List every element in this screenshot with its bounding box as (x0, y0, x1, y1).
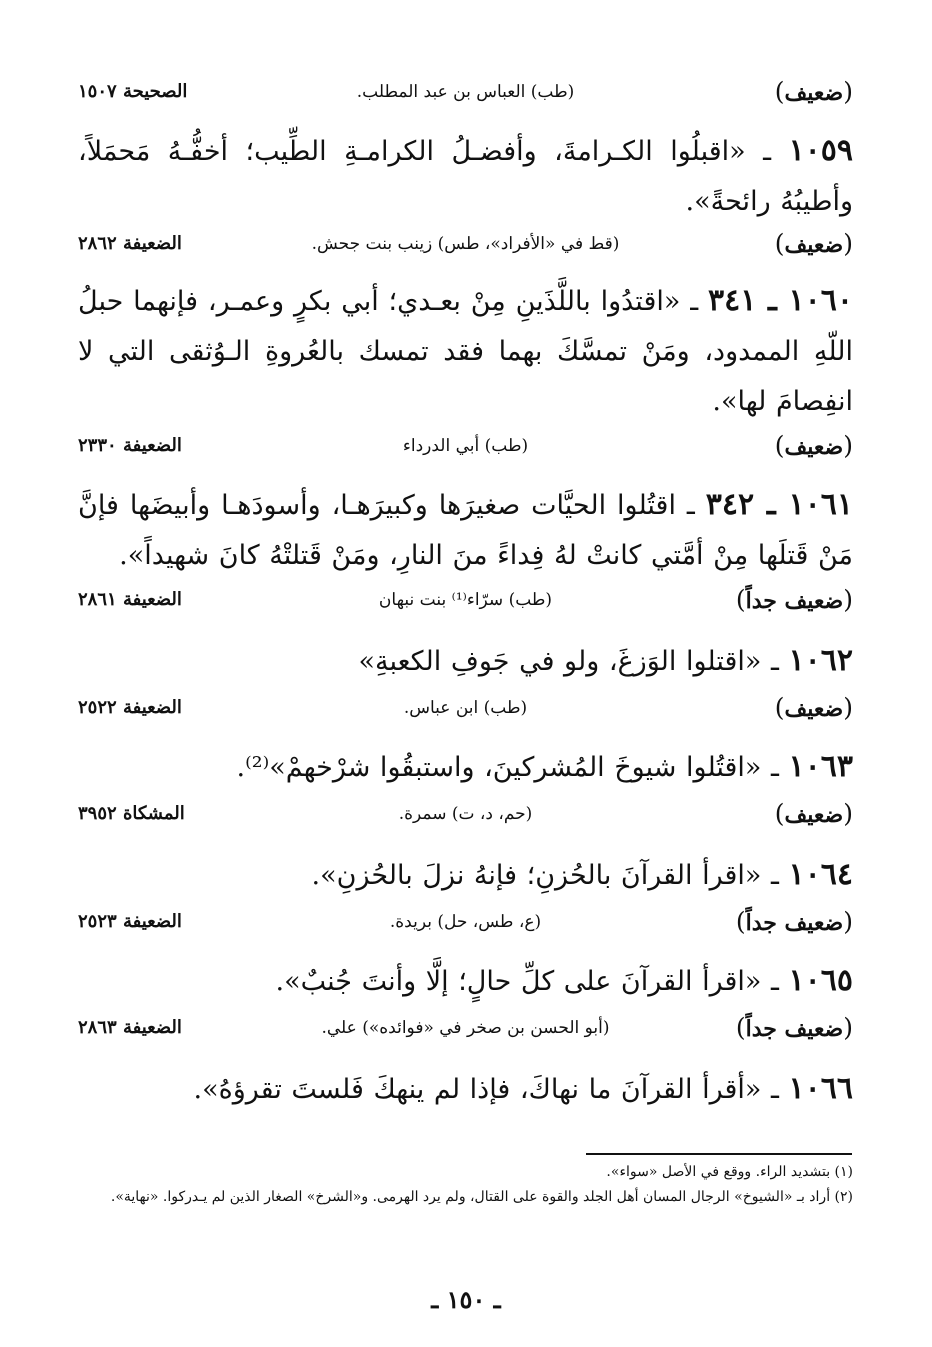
hadith-grading-row (78, 692, 853, 724)
hadith-text: ١٠٦٤ ـ «اقرأ القرآنَ بالحُزنِ؛ فإنهُ نزلَ بالحُزنِ». (311, 857, 853, 892)
grade-label: (ضعيف جداً) (735, 907, 853, 936)
grade-label: (ضعيف) (774, 799, 853, 828)
hadith-grading-row (78, 584, 853, 616)
hadith-grading-row (78, 906, 853, 938)
hadith-grading-row (78, 430, 853, 462)
hadith-text: ١٠٦٢ ـ «اقتلوا الوَزغَ، ولو في جَوفِ الكعبةِ» (358, 643, 853, 678)
hadith-text: ١٠٦٠ ـ ٣٤١ ـ «اقتدُوا باللَّذَينِ مِنْ بعـدي؛ أبي بكرٍ وعمـر، فإنهما حبلُ اللّهِ الممدود، ومَنْ تمسَّكَ بهما فقد تمسك بالعُروةِ الـوُثقى التي لا انفِصامَ لها». (78, 283, 853, 417)
grade-label: (ضعيف جداً) (735, 1013, 853, 1042)
source-citation: (طب) العباس بن عبد المطلب. (356, 82, 575, 102)
grade-label: (ضعيف) (774, 77, 853, 106)
hadith-number: ١٠٥٩ (788, 133, 854, 168)
hadith-text: ١٠٦٥ ـ «اقرأ القرآنَ على كلِّ حالٍ؛ إلَّا وأنتَ جُنبٌ». (275, 963, 853, 998)
hadith-body: «اقرأ القرآنَ بالحُزنِ؛ فإنهُ نزلَ بالحُزنِ». (311, 860, 762, 891)
grade-label: (ضعيف) (774, 693, 853, 722)
hadith-body: «اقبلُوا الكـرامةَ، وأفضـلُ الكرامـةِ الطِّيب؛ أخفُّـهُ مَحمَلاً، وأطيبُهُ رائحةً». (78, 136, 853, 217)
hadith-body: اقتُلوا الحيَّات صغيرَها وكبيرَهـا، وأسودَهـا وأبيضَها فإنَّ مَنْ قَتلَها مِنْ أمَّتي كانتْ لهُ فِداءً منَ النارِ، ومَنْ قَتلتْهُ كانَ شهيداً». (78, 490, 853, 571)
reference-label: الضعيفة ٢٨٦١ (78, 589, 182, 610)
hadith-body: «اقرأ القرآنَ على كلِّ حالٍ؛ إلَّا وأنتَ جُنبٌ». (275, 966, 762, 997)
footnote: (١) بتشديد الراء. ووقع في الأصل «سواء». (606, 1164, 853, 1180)
reference-label: الضعيفة ٢٨٦٢ (78, 233, 182, 254)
grade-label: (ضعيف) (774, 229, 853, 258)
hadith-number: ١٠٦٤ (788, 857, 853, 892)
source-citation: (طب) أبي الدرداء (402, 436, 529, 456)
hadith-number: ١٠٦٣ (788, 749, 853, 784)
hadith-body: «اقتُلوا شيوخَ المُشركينَ، واستبقُوا شرْخهمْ»⁽²⁾. (236, 752, 762, 783)
source-citation: (حم، د، ت) سمرة. (398, 804, 533, 824)
grade-label: (ضعيف جداً) (735, 585, 853, 614)
hadith-number: ١٠٦١ ـ ٣٤٢ (705, 487, 853, 522)
hadith-number: ١٠٦٢ (788, 643, 853, 678)
source-citation: (طب) ابن عباس. (403, 698, 528, 718)
reference-label: الضعيفة ٢٥٢٢ (78, 697, 182, 718)
hadith-grading-row (78, 76, 853, 108)
source-citation: (قط في «الأفراد»، طس) زينب بنت جحش. (311, 234, 620, 254)
reference-label: المشكاة ٣٩٥٢ (78, 803, 185, 824)
hadith-body: «أقرأ القرآنَ ما نهاكَ، فإذا لم ينهكَ فَلستَ تقرؤهُ». (193, 1074, 762, 1105)
hadith-number: ١٠٦٦ (788, 1071, 853, 1106)
hadith-body: «اقتدُوا باللَّذَينِ مِنْ بعـدي؛ أبي بكرٍ وعمـر، فإنهما حبلُ اللّهِ الممدود، ومَنْ تمسَّكَ بهما فقد تمسك بالعُروةِ الـوُثقى التي لا انفِصامَ لها». (78, 286, 853, 417)
source-citation: (طب) سرّاء⁽¹⁾ بنت نبهان (378, 590, 553, 610)
hadith-grading-row (78, 798, 853, 830)
hadith-text: ١٠٥٩ ـ «اقبلُوا الكـرامةَ، وأفضـلُ الكرامـةِ الطِّيب؛ أخفُّـهُ مَحمَلاً، وأطيبُهُ رائحةً». (78, 133, 854, 217)
footnotes (78, 1160, 853, 1210)
reference-label: الصحيحة ١٥٠٧ (78, 81, 188, 102)
reference-label: الضعيفة ٢٥٢٣ (78, 911, 182, 932)
source-citation: (أبو الحسن بن صخر في «فوائده») علي. (321, 1018, 610, 1038)
hadith-number: ١٠٦٠ ـ ٣٤١ (707, 283, 853, 318)
hadith-number: ١٠٦٥ (788, 963, 853, 998)
hadith-text: ١٠٦١ ـ ٣٤٢ ـ اقتُلوا الحيَّات صغيرَها وكبيرَهـا، وأسودَهـا وأبيضَها فإنَّ مَنْ قَتلَها مِنْ أمَّتي كانتْ لهُ فِداءً منَ النارِ، ومَنْ قَتلتْهُ كانَ شهيداً». (78, 487, 853, 571)
grade-label: (ضعيف) (774, 431, 853, 460)
hadith-text: ١٠٦٣ ـ «اقتُلوا شيوخَ المُشركينَ، واستبقُوا شرْخهمْ»⁽²⁾. (236, 749, 853, 784)
reference-label: الضعيفة ٢٨٦٣ (78, 1017, 182, 1038)
hadith-body: «اقتلوا الوَزغَ، ولو في جَوفِ الكعبةِ» (358, 646, 762, 677)
footnote-separator (586, 1153, 852, 1155)
footnote: (٢) أراد بـ «الشيوخ» الرجال المسان أهل الجلد والقوة على القتال، ولم يرد الهرمى. و«الشرخ» الصغار الذين لم يـدركوا. «نهاية». (110, 1189, 853, 1205)
hadith-grading-row (78, 228, 853, 260)
hadith-grading-row (78, 1012, 853, 1044)
reference-label: الضعيفة ٢٣٣٠ (78, 435, 182, 456)
source-citation: (ع، طس، حل) بريدة. (389, 912, 542, 932)
hadith-text: ١٠٦٦ ـ «أقرأ القرآنَ ما نهاكَ، فإذا لم ينهكَ فَلستَ تقرؤهُ». (193, 1071, 853, 1106)
page-number: ـ ١٥٠ ـ (431, 1285, 501, 1314)
